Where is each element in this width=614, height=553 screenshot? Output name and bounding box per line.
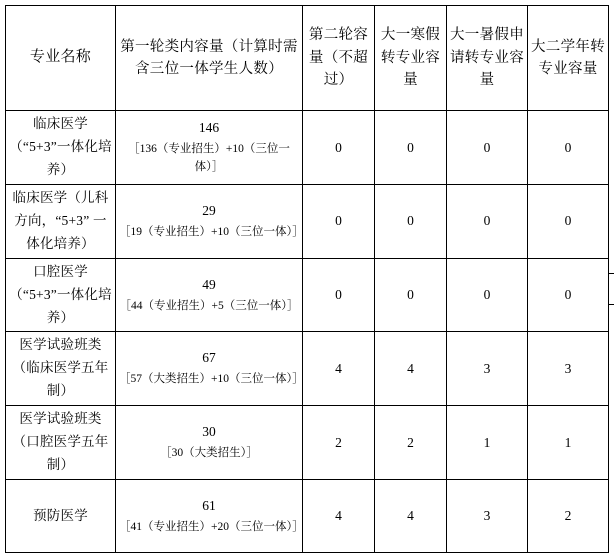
table-row [6,111,609,185]
table-header [6,6,609,111]
cell-major: 预防医学 [6,480,116,553]
capacity-breakdown: ［19（专业招生）+10（三位一体）］ [119,225,304,238]
column-header-year2-transfer: 大二学年转专业容量 [528,6,609,111]
cell-round2: 4 [303,332,375,406]
capacity-total: 49 [202,276,216,292]
table-row [6,332,609,406]
cell-major: 临床医学（儿科方向，“5+3” 一体化培养） [6,184,116,258]
cell-winter: 0 [375,111,447,185]
cell-winter: 0 [375,258,447,332]
cell-round1-capacity [116,332,303,406]
table-body [6,111,609,553]
column-header-summer-transfer: 大一暑假申请转专业容量 [447,6,528,111]
cell-major: 临床医学（“5+3”一体化培养） [6,111,116,185]
cell-round1-capacity [116,111,303,185]
cell-summer: 3 [447,332,528,406]
column-header-round2-capacity: 第二轮容量（不超过） [303,6,375,111]
cell-summer: 0 [447,258,528,332]
capacity-total: 146 [198,120,220,136]
cell-round2: 2 [303,406,375,480]
cell-summer: 1 [447,406,528,480]
cell-major: 口腔医学（“5+3”一体化培养） [6,258,116,332]
cell-winter: 4 [375,332,447,406]
table-row [6,184,609,258]
cell-round2: 0 [303,258,375,332]
page-edge-mark [608,273,614,305]
cell-winter: 0 [375,184,447,258]
major-capacity-table [5,5,609,553]
table-row [6,480,609,553]
column-header-major: 专业名称 [6,6,116,111]
cell-year2: 2 [528,480,609,553]
cell-year2: 0 [528,258,609,332]
capacity-breakdown: ［30（大类招生）］ [160,447,258,460]
capacity-breakdown: ［57（大类招生）+10（三位一体）］ [119,373,304,386]
cell-round2: 4 [303,480,375,553]
capacity-total: 67 [202,350,216,366]
cell-round1-capacity [116,480,303,553]
capacity-total: 61 [202,497,216,513]
cell-major: 医学试验班类（口腔医学五年制） [6,406,116,480]
cell-round1-capacity [116,406,303,480]
cell-year2: 1 [528,406,609,480]
cell-summer: 3 [447,480,528,553]
capacity-breakdown: ［136（专业招生）+10（三位一体）］ [128,143,290,173]
table-header-row [6,6,609,111]
capacity-total: 29 [202,202,216,218]
cell-winter: 2 [375,406,447,480]
cell-major: 医学试验班类（临床医学五年制） [6,332,116,406]
cell-year2: 0 [528,111,609,185]
table-row [6,258,609,332]
cell-year2: 3 [528,332,609,406]
cell-round2: 0 [303,111,375,185]
table-row [6,406,609,480]
cell-winter: 4 [375,480,447,553]
cell-round2: 0 [303,184,375,258]
capacity-total: 30 [202,424,216,440]
cell-summer: 0 [447,184,528,258]
cell-summer: 0 [447,111,528,185]
cell-year2: 0 [528,184,609,258]
cell-round1-capacity [116,258,303,332]
column-header-winter-transfer: 大一寒假转专业容量 [375,6,447,111]
capacity-breakdown: ［44（专业招生）+5（三位一体）］ [119,299,299,312]
cell-round1-capacity [116,184,303,258]
column-header-round1-capacity: 第一轮类内容量（计算时需含三位一体学生人数） [116,6,303,111]
capacity-breakdown: ［41（专业招生）+20（三位一体）］ [119,520,304,533]
document-page [0,5,614,540]
